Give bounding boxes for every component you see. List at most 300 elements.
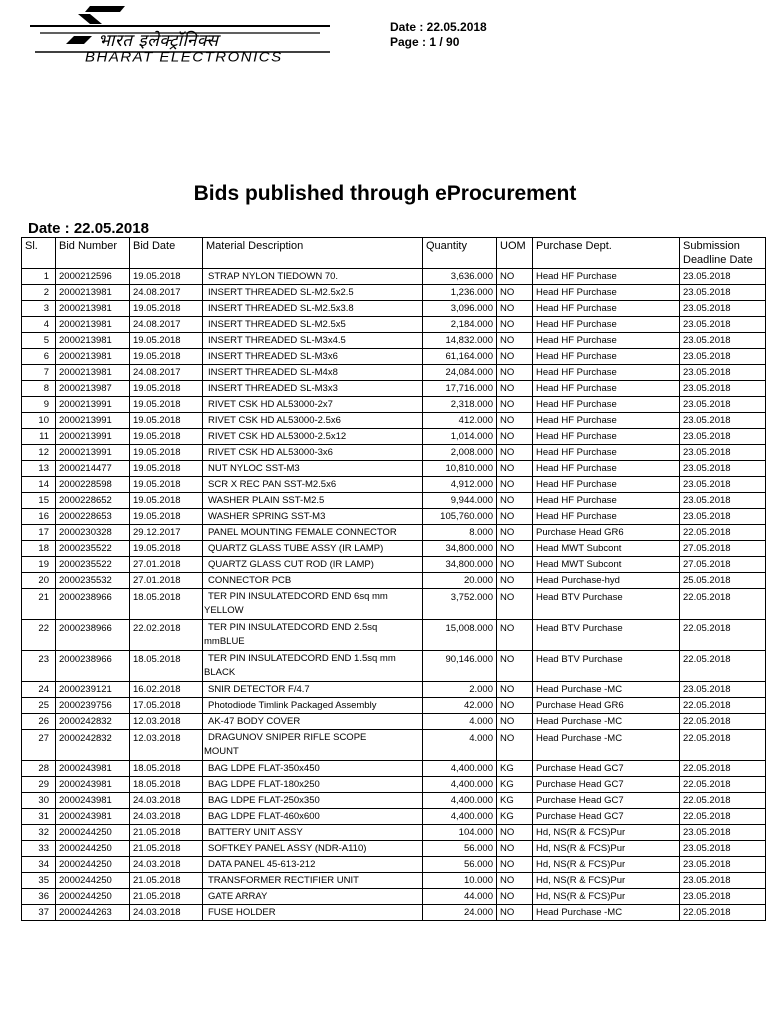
row-bid-number: 2000228653 xyxy=(56,509,130,525)
row-submission-deadline: 23.05.2018 xyxy=(680,413,766,429)
row-bid-date: 17.05.2018 xyxy=(130,698,203,714)
row-bid-date: 19.05.2018 xyxy=(130,445,203,461)
row-quantity: 9,944.000 xyxy=(423,493,497,509)
row-bid-number: 2000238966 xyxy=(56,589,130,620)
row-material-description: PANEL MOUNTING FEMALE CONNECTOR xyxy=(203,525,423,541)
row-sl: 3 xyxy=(22,301,56,317)
col-purchase-dept: Purchase Dept. xyxy=(533,238,680,269)
row-sl: 31 xyxy=(22,809,56,825)
row-uom: NO xyxy=(497,589,533,620)
row-bid-number: 2000213981 xyxy=(56,285,130,301)
row-uom: NO xyxy=(497,698,533,714)
row-submission-deadline: 23.05.2018 xyxy=(680,301,766,317)
row-uom: NO xyxy=(497,620,533,651)
row-sl: 16 xyxy=(22,509,56,525)
row-purchase-dept: Head HF Purchase xyxy=(533,397,680,413)
row-bid-date: 21.05.2018 xyxy=(130,889,203,905)
row-bid-number: 2000213981 xyxy=(56,301,130,317)
row-purchase-dept: Head BTV Purchase xyxy=(533,651,680,682)
row-purchase-dept: Head MWT Subcont xyxy=(533,541,680,557)
row-uom: NO xyxy=(497,730,533,761)
row-submission-deadline: 23.05.2018 xyxy=(680,509,766,525)
row-purchase-dept: Head HF Purchase xyxy=(533,301,680,317)
row-submission-deadline: 23.05.2018 xyxy=(680,682,766,698)
row-purchase-dept: Head BTV Purchase xyxy=(533,589,680,620)
row-submission-deadline: 23.05.2018 xyxy=(680,381,766,397)
row-sl: 28 xyxy=(22,761,56,777)
row-sl: 11 xyxy=(22,429,56,445)
row-uom: KG xyxy=(497,793,533,809)
row-sl: 23 xyxy=(22,651,56,682)
row-material-description: BATTERY UNIT ASSY xyxy=(203,825,423,841)
row-purchase-dept: Hd, NS(R & FCS)Pur xyxy=(533,857,680,873)
row-sl: 2 xyxy=(22,285,56,301)
row-material-description: BAG LDPE FLAT-250x350 xyxy=(203,793,423,809)
row-bid-date: 29.12.2017 xyxy=(130,525,203,541)
row-purchase-dept: Head HF Purchase xyxy=(533,333,680,349)
row-material-description: QUARTZ GLASS CUT ROD (IR LAMP) xyxy=(203,557,423,573)
table-row xyxy=(22,477,766,493)
row-material-description xyxy=(203,589,423,620)
row-quantity: 1,014.000 xyxy=(423,429,497,445)
row-bid-number: 2000235532 xyxy=(56,573,130,589)
row-purchase-dept: Head HF Purchase xyxy=(533,269,680,285)
row-bid-number: 2000244250 xyxy=(56,873,130,889)
page-meta xyxy=(390,20,487,50)
row-sl: 6 xyxy=(22,349,56,365)
table-row xyxy=(22,349,766,365)
row-purchase-dept: Head HF Purchase xyxy=(533,317,680,333)
row-uom: NO xyxy=(497,333,533,349)
col-uom: UOM xyxy=(497,238,533,269)
row-sl: 29 xyxy=(22,777,56,793)
col-submission-deadline: Submission Deadline Date xyxy=(680,238,766,269)
row-uom: NO xyxy=(497,509,533,525)
row-uom: NO xyxy=(497,477,533,493)
row-material-description: QUARTZ GLASS TUBE ASSY (IR LAMP) xyxy=(203,541,423,557)
row-quantity: 3,096.000 xyxy=(423,301,497,317)
row-purchase-dept: Purchase Head GC7 xyxy=(533,809,680,825)
row-bid-date: 19.05.2018 xyxy=(130,301,203,317)
row-quantity: 61,164.000 xyxy=(423,349,497,365)
row-purchase-dept: Head Purchase -MC xyxy=(533,905,680,921)
row-sl: 30 xyxy=(22,793,56,809)
row-submission-deadline: 23.05.2018 xyxy=(680,429,766,445)
row-bid-date: 18.05.2018 xyxy=(130,651,203,682)
row-material-description: AK-47 BODY COVER xyxy=(203,714,423,730)
table-row xyxy=(22,333,766,349)
table-row xyxy=(22,857,766,873)
table-row xyxy=(22,397,766,413)
row-material-description: INSERT THREADED SL-M3x3 xyxy=(203,381,423,397)
row-purchase-dept: Purchase Head GC7 xyxy=(533,793,680,809)
row-submission-deadline: 22.05.2018 xyxy=(680,620,766,651)
table-row xyxy=(22,301,766,317)
row-uom: NO xyxy=(497,825,533,841)
row-quantity: 2,008.000 xyxy=(423,445,497,461)
row-material-description: BAG LDPE FLAT-180x250 xyxy=(203,777,423,793)
row-quantity: 2,184.000 xyxy=(423,317,497,333)
row-quantity: 4,400.000 xyxy=(423,793,497,809)
row-purchase-dept: Head HF Purchase xyxy=(533,381,680,397)
table-row xyxy=(22,541,766,557)
row-quantity: 34,800.000 xyxy=(423,541,497,557)
page-title: Bids published through eProcurement xyxy=(193,182,577,205)
row-uom: NO xyxy=(497,682,533,698)
col-bid-date: Bid Date xyxy=(130,238,203,269)
row-material-description: STRAP NYLON TIEDOWN 70. xyxy=(203,269,423,285)
row-quantity: 4,400.000 xyxy=(423,809,497,825)
row-material-description: GATE ARRAY xyxy=(203,889,423,905)
row-uom: NO xyxy=(497,349,533,365)
row-submission-deadline: 23.05.2018 xyxy=(680,317,766,333)
row-bid-number: 2000238966 xyxy=(56,620,130,651)
row-material-description: RIVET CSK HD AL53000-2.5x12 xyxy=(203,429,423,445)
row-bid-number: 2000213981 xyxy=(56,365,130,381)
row-quantity: 34,800.000 xyxy=(423,557,497,573)
table-row xyxy=(22,682,766,698)
row-bid-number: 2000213981 xyxy=(56,349,130,365)
row-bid-date: 19.05.2018 xyxy=(130,541,203,557)
row-purchase-dept: Head HF Purchase xyxy=(533,349,680,365)
row-quantity: 4,400.000 xyxy=(423,761,497,777)
row-submission-deadline: 25.05.2018 xyxy=(680,573,766,589)
row-bid-date: 12.03.2018 xyxy=(130,730,203,761)
row-sl: 34 xyxy=(22,857,56,873)
row-purchase-dept: Head HF Purchase xyxy=(533,493,680,509)
table-row xyxy=(22,730,766,761)
row-quantity: 20.000 xyxy=(423,573,497,589)
row-bid-number: 2000228652 xyxy=(56,493,130,509)
row-bid-date: 24.08.2017 xyxy=(130,317,203,333)
table-row xyxy=(22,889,766,905)
row-bid-date: 18.05.2018 xyxy=(130,777,203,793)
row-bid-date: 12.03.2018 xyxy=(130,714,203,730)
row-purchase-dept: Head HF Purchase xyxy=(533,285,680,301)
row-material-description: INSERT THREADED SL-M2.5x2.5 xyxy=(203,285,423,301)
table-row xyxy=(22,493,766,509)
row-sl: 5 xyxy=(22,333,56,349)
row-purchase-dept: Head Purchase -MC xyxy=(533,682,680,698)
table-row xyxy=(22,573,766,589)
row-submission-deadline: 23.05.2018 xyxy=(680,397,766,413)
row-sl: 13 xyxy=(22,461,56,477)
row-bid-number: 2000244250 xyxy=(56,857,130,873)
table-row xyxy=(22,557,766,573)
row-quantity: 1,236.000 xyxy=(423,285,497,301)
row-uom: KG xyxy=(497,777,533,793)
row-quantity: 15,008.000 xyxy=(423,620,497,651)
page-number: Page : 1 / 90 xyxy=(390,35,460,49)
row-bid-date: 18.05.2018 xyxy=(130,589,203,620)
row-material-description xyxy=(203,620,423,651)
table-row xyxy=(22,905,766,921)
row-submission-deadline: 22.05.2018 xyxy=(680,761,766,777)
row-bid-date: 19.05.2018 xyxy=(130,509,203,525)
row-purchase-dept: Head HF Purchase xyxy=(533,429,680,445)
row-submission-deadline: 23.05.2018 xyxy=(680,889,766,905)
row-material-description-line1: TER PIN INSULATEDCORD END 1.5sq mm xyxy=(208,653,396,664)
row-uom: NO xyxy=(497,445,533,461)
row-purchase-dept: Head HF Purchase xyxy=(533,461,680,477)
row-submission-deadline: 22.05.2018 xyxy=(680,525,766,541)
table-row xyxy=(22,317,766,333)
row-quantity: 56.000 xyxy=(423,857,497,873)
row-material-description: INSERT THREADED SL-M4x8 xyxy=(203,365,423,381)
row-uom: KG xyxy=(497,761,533,777)
table-row xyxy=(22,365,766,381)
row-bid-number: 2000235522 xyxy=(56,557,130,573)
row-purchase-dept: Purchase Head GC7 xyxy=(533,761,680,777)
row-bid-date: 18.05.2018 xyxy=(130,761,203,777)
row-submission-deadline: 23.05.2018 xyxy=(680,269,766,285)
row-bid-date: 19.05.2018 xyxy=(130,333,203,349)
row-bid-date: 19.05.2018 xyxy=(130,397,203,413)
row-bid-date: 24.03.2018 xyxy=(130,809,203,825)
row-submission-deadline: 23.05.2018 xyxy=(680,857,766,873)
row-sl: 15 xyxy=(22,493,56,509)
row-sl: 25 xyxy=(22,698,56,714)
row-material-description: SOFTKEY PANEL ASSY (NDR-A110) xyxy=(203,841,423,857)
table-row xyxy=(22,413,766,429)
row-purchase-dept: Head HF Purchase xyxy=(533,365,680,381)
row-quantity: 2.000 xyxy=(423,682,497,698)
row-quantity: 3,636.000 xyxy=(423,269,497,285)
row-material-description: INSERT THREADED SL-M2.5x3.8 xyxy=(203,301,423,317)
row-material-description xyxy=(203,730,423,761)
row-submission-deadline: 22.05.2018 xyxy=(680,589,766,620)
row-purchase-dept: Hd, NS(R & FCS)Pur xyxy=(533,825,680,841)
row-bid-date: 19.05.2018 xyxy=(130,493,203,509)
row-uom: NO xyxy=(497,285,533,301)
row-sl: 22 xyxy=(22,620,56,651)
row-material-description: WASHER SPRING SST-M3 xyxy=(203,509,423,525)
row-uom: NO xyxy=(497,413,533,429)
row-sl: 36 xyxy=(22,889,56,905)
row-bid-number: 2000213981 xyxy=(56,317,130,333)
row-quantity: 14,832.000 xyxy=(423,333,497,349)
row-bid-date: 21.05.2018 xyxy=(130,873,203,889)
row-quantity: 10.000 xyxy=(423,873,497,889)
row-submission-deadline: 22.05.2018 xyxy=(680,698,766,714)
logo-hindi-text: भारत इलेक्ट्रॉनिक्स xyxy=(98,31,219,51)
row-submission-deadline: 23.05.2018 xyxy=(680,365,766,381)
row-sl: 9 xyxy=(22,397,56,413)
row-uom: NO xyxy=(497,841,533,857)
row-uom: NO xyxy=(497,381,533,397)
row-bid-number: 2000213987 xyxy=(56,381,130,397)
row-bid-number: 2000235522 xyxy=(56,541,130,557)
col-sl: Sl. xyxy=(22,238,56,269)
table-row xyxy=(22,269,766,285)
row-material-description: SNIR DETECTOR F/4.7 xyxy=(203,682,423,698)
row-purchase-dept: Head HF Purchase xyxy=(533,445,680,461)
row-uom: NO xyxy=(497,714,533,730)
row-material-description-line2: MOUNT xyxy=(204,746,239,757)
row-bid-date: 19.05.2018 xyxy=(130,477,203,493)
row-bid-number: 2000230328 xyxy=(56,525,130,541)
row-material-description xyxy=(203,651,423,682)
row-material-description: INSERT THREADED SL-M2.5x5 xyxy=(203,317,423,333)
row-bid-number: 2000242832 xyxy=(56,714,130,730)
row-uom: NO xyxy=(497,493,533,509)
table-row xyxy=(22,777,766,793)
row-uom: NO xyxy=(497,541,533,557)
row-submission-deadline: 23.05.2018 xyxy=(680,873,766,889)
row-purchase-dept: Hd, NS(R & FCS)Pur xyxy=(533,889,680,905)
table-body xyxy=(22,269,766,921)
row-sl: 4 xyxy=(22,317,56,333)
row-purchase-dept: Hd, NS(R & FCS)Pur xyxy=(533,873,680,889)
row-material-description-line2: BLACK xyxy=(204,667,236,678)
row-submission-deadline: 23.05.2018 xyxy=(680,349,766,365)
row-uom: NO xyxy=(497,573,533,589)
table-row xyxy=(22,620,766,651)
row-uom: NO xyxy=(497,525,533,541)
table-row xyxy=(22,381,766,397)
row-sl: 24 xyxy=(22,682,56,698)
row-material-description: RIVET CSK HD AL53000-2.5x6 xyxy=(203,413,423,429)
row-material-description: INSERT THREADED SL-M3x6 xyxy=(203,349,423,365)
row-material-description: DATA PANEL 45-613-212 xyxy=(203,857,423,873)
logo-english-text: BHARAT ELECTRONICS xyxy=(85,49,283,66)
row-submission-deadline: 23.05.2018 xyxy=(680,493,766,509)
row-material-description: BAG LDPE FLAT-460x600 xyxy=(203,809,423,825)
table-row xyxy=(22,285,766,301)
col-bid-number: Bid Number xyxy=(56,238,130,269)
row-material-description-line2: YELLOW xyxy=(204,605,244,616)
row-bid-date: 21.05.2018 xyxy=(130,825,203,841)
table-row xyxy=(22,651,766,682)
table-row xyxy=(22,873,766,889)
row-quantity: 24.000 xyxy=(423,905,497,921)
table-row xyxy=(22,589,766,620)
row-uom: NO xyxy=(497,557,533,573)
col-material-description: Material Description xyxy=(203,238,423,269)
row-quantity: 24,084.000 xyxy=(423,365,497,381)
table-row xyxy=(22,714,766,730)
row-quantity: 10,810.000 xyxy=(423,461,497,477)
row-purchase-dept: Head HF Purchase xyxy=(533,509,680,525)
row-quantity: 412.000 xyxy=(423,413,497,429)
row-bid-date: 22.02.2018 xyxy=(130,620,203,651)
row-uom: NO xyxy=(497,429,533,445)
row-submission-deadline: 23.05.2018 xyxy=(680,333,766,349)
row-quantity: 42.000 xyxy=(423,698,497,714)
row-quantity: 2,318.000 xyxy=(423,397,497,413)
row-material-description: CONNECTOR PCB xyxy=(203,573,423,589)
row-quantity: 3,752.000 xyxy=(423,589,497,620)
row-bid-date: 19.05.2018 xyxy=(130,381,203,397)
row-bid-number: 2000242832 xyxy=(56,730,130,761)
row-bid-number: 2000213981 xyxy=(56,333,130,349)
row-quantity: 44.000 xyxy=(423,889,497,905)
row-purchase-dept: Hd, NS(R & FCS)Pur xyxy=(533,841,680,857)
row-purchase-dept: Head HF Purchase xyxy=(533,413,680,429)
table-row xyxy=(22,698,766,714)
row-material-description-line2: mmBLUE xyxy=(204,636,245,647)
row-material-description: INSERT THREADED SL-M3x4.5 xyxy=(203,333,423,349)
row-bid-number: 2000213991 xyxy=(56,413,130,429)
row-submission-deadline: 23.05.2018 xyxy=(680,445,766,461)
row-bid-date: 24.03.2018 xyxy=(130,857,203,873)
row-bid-number: 2000213991 xyxy=(56,397,130,413)
row-quantity: 17,716.000 xyxy=(423,381,497,397)
row-bid-number: 2000243981 xyxy=(56,777,130,793)
row-quantity: 4.000 xyxy=(423,730,497,761)
row-bid-date: 24.03.2018 xyxy=(130,793,203,809)
row-submission-deadline: 22.05.2018 xyxy=(680,793,766,809)
bids-table xyxy=(21,237,766,921)
row-bid-date: 16.02.2018 xyxy=(130,682,203,698)
row-bid-number: 2000214477 xyxy=(56,461,130,477)
row-bid-number: 2000212596 xyxy=(56,269,130,285)
row-sl: 27 xyxy=(22,730,56,761)
row-uom: NO xyxy=(497,873,533,889)
row-submission-deadline: 22.05.2018 xyxy=(680,777,766,793)
row-sl: 33 xyxy=(22,841,56,857)
row-purchase-dept: Head HF Purchase xyxy=(533,477,680,493)
table-row xyxy=(22,429,766,445)
row-sl: 8 xyxy=(22,381,56,397)
row-uom: NO xyxy=(497,301,533,317)
col-quantity: Quantity xyxy=(423,238,497,269)
header-date: Date : 22.05.2018 xyxy=(390,20,487,34)
table-row xyxy=(22,809,766,825)
row-uom: NO xyxy=(497,857,533,873)
row-bid-date: 24.08.2017 xyxy=(130,365,203,381)
row-quantity: 56.000 xyxy=(423,841,497,857)
row-submission-deadline: 22.05.2018 xyxy=(680,809,766,825)
row-submission-deadline: 23.05.2018 xyxy=(680,477,766,493)
table-row xyxy=(22,525,766,541)
row-sl: 12 xyxy=(22,445,56,461)
table-row xyxy=(22,461,766,477)
row-bid-number: 2000243981 xyxy=(56,761,130,777)
row-uom: NO xyxy=(497,461,533,477)
row-uom: KG xyxy=(497,809,533,825)
row-quantity: 4,912.000 xyxy=(423,477,497,493)
row-quantity: 4,400.000 xyxy=(423,777,497,793)
row-purchase-dept: Purchase Head GR6 xyxy=(533,525,680,541)
row-bid-number: 2000244250 xyxy=(56,889,130,905)
row-purchase-dept: Head Purchase -MC xyxy=(533,714,680,730)
row-purchase-dept: Head BTV Purchase xyxy=(533,620,680,651)
row-sl: 20 xyxy=(22,573,56,589)
row-bid-number: 2000243981 xyxy=(56,809,130,825)
row-quantity: 104.000 xyxy=(423,825,497,841)
row-submission-deadline: 23.05.2018 xyxy=(680,461,766,477)
row-material-description: Photodiode Timlink Packaged Assembly xyxy=(203,698,423,714)
row-material-description: NUT NYLOC SST-M3 xyxy=(203,461,423,477)
row-bid-date: 27.01.2018 xyxy=(130,557,203,573)
row-bid-number: 2000244263 xyxy=(56,905,130,921)
table-row xyxy=(22,825,766,841)
row-sl: 26 xyxy=(22,714,56,730)
row-bid-date: 24.08.2017 xyxy=(130,285,203,301)
row-bid-number: 2000239756 xyxy=(56,698,130,714)
table-row xyxy=(22,761,766,777)
table-header-row xyxy=(22,238,766,269)
row-material-description: BAG LDPE FLAT-350x450 xyxy=(203,761,423,777)
row-submission-deadline: 23.05.2018 xyxy=(680,825,766,841)
row-purchase-dept: Purchase Head GC7 xyxy=(533,777,680,793)
row-uom: NO xyxy=(497,397,533,413)
row-sl: 18 xyxy=(22,541,56,557)
row-sl: 35 xyxy=(22,873,56,889)
row-submission-deadline: 23.05.2018 xyxy=(680,841,766,857)
row-sl: 37 xyxy=(22,905,56,921)
